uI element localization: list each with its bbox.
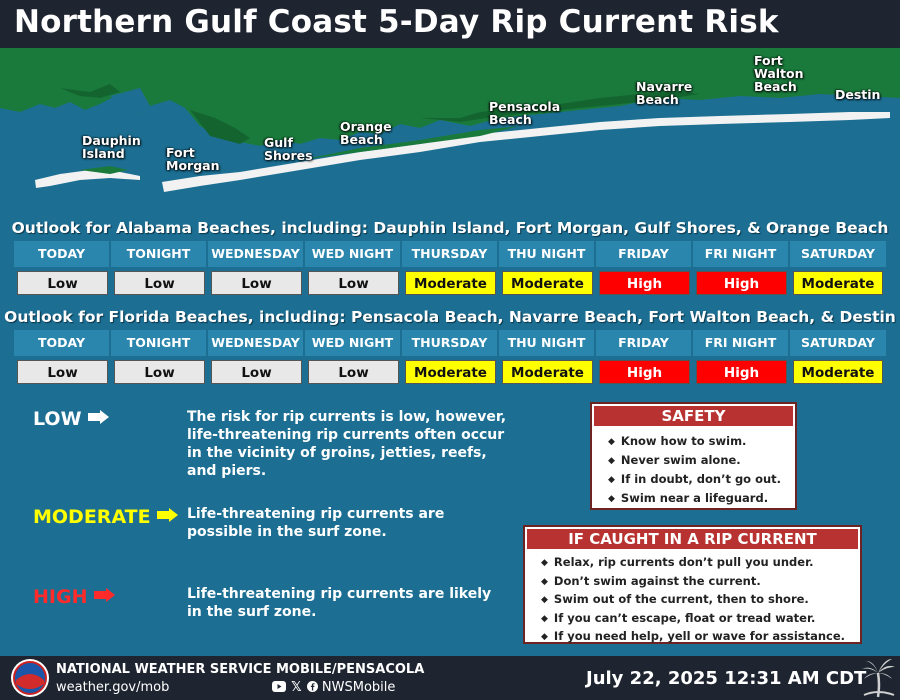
place-dauphin-line1: Dauphin	[82, 133, 141, 148]
place-pensacola-line1: Pensacola	[489, 99, 561, 114]
alabama-day-5	[499, 241, 596, 295]
day-label: FRIDAY	[596, 330, 693, 356]
legend-moderate-description: Life-threatening rip currents are possible in the surf zone.	[187, 506, 445, 540]
risk-value: Moderate	[793, 271, 883, 295]
day-label: WEDNESDAY	[208, 241, 305, 267]
risk-value: Low	[114, 271, 205, 295]
place-fwb-line2: Walton	[754, 66, 804, 81]
florida-day-2	[208, 330, 305, 384]
page-title: Northern Gulf Coast 5-Day Rip Current Risk	[14, 4, 779, 40]
florida-day-7	[693, 330, 790, 384]
list-item: ◆ Swim near a lifeguard.	[608, 489, 795, 508]
safety-box	[590, 402, 797, 510]
place-fwb-line1: Fort	[754, 53, 783, 68]
florida-day-6	[596, 330, 693, 384]
legend-moderate-text: MODERATE	[33, 506, 151, 528]
day-label: THU NIGHT	[499, 241, 596, 267]
risk-value: High	[599, 271, 690, 295]
day-label: THURSDAY	[402, 241, 499, 267]
place-orange-line2: Beach	[340, 132, 383, 147]
risk-value: Moderate	[405, 360, 496, 384]
risk-value: Low	[211, 271, 302, 295]
facebook-icon	[307, 681, 318, 692]
place-label-navarre-beach	[636, 80, 692, 106]
place-orange-line1: Orange	[340, 119, 392, 134]
youtube-icon	[272, 681, 286, 692]
place-pensacola-line2: Beach	[489, 112, 532, 127]
place-navarre-line1: Navarre	[636, 79, 693, 94]
title-bar	[0, 0, 900, 48]
alabama-day-3	[305, 241, 402, 295]
day-label: THU NIGHT	[499, 330, 596, 356]
day-label: SATURDAY	[790, 241, 886, 267]
alabama-day-1	[111, 241, 208, 295]
risk-value: Low	[114, 360, 205, 384]
day-label: FRI NIGHT	[693, 330, 790, 356]
place-fort-morgan-line1: Fort	[166, 145, 195, 160]
day-label: WEDNESDAY	[208, 330, 305, 356]
risk-value: Low	[17, 271, 108, 295]
place-label-dauphin-island	[82, 134, 141, 160]
risk-value: High	[599, 360, 690, 384]
florida-day-5	[499, 330, 596, 384]
place-label-gulf-shores	[264, 136, 313, 162]
place-label-fort-morgan	[166, 146, 219, 172]
place-navarre-line2: Beach	[636, 92, 679, 107]
rip-current-box	[523, 525, 862, 644]
place-destin-line1: Destin	[835, 87, 881, 102]
alabama-day-4	[402, 241, 499, 295]
nws-logo	[10, 658, 50, 698]
arrow-right-icon	[88, 410, 110, 424]
risk-value: Low	[211, 360, 302, 384]
safety-list	[592, 428, 795, 508]
legend-moderate-label	[33, 506, 179, 528]
florida-outlook-heading: Outlook for Florida Beaches, including: Pensacola Beach, Navarre Beach, Fort Walton Beach, & Destin	[4, 308, 896, 326]
alabama-outlook-grid	[14, 241, 886, 295]
day-label: TONIGHT	[111, 241, 208, 267]
florida-day-4	[402, 330, 499, 384]
alabama-day-8	[790, 241, 886, 295]
day-label: TONIGHT	[111, 330, 208, 356]
day-label: THURSDAY	[402, 330, 499, 356]
issued-date: July 22, 2025 12:31 AM CDT	[586, 668, 867, 689]
legend-high-label	[33, 586, 116, 608]
risk-value: Moderate	[502, 271, 593, 295]
coast-map	[0, 48, 900, 208]
list-item: ◆ Never swim alone.	[608, 451, 795, 470]
list-item: ◆ Relax, rip currents don’t pull you under.	[541, 554, 860, 573]
legend-high-description: Life-threatening rip currents are likely in the surf zone.	[187, 586, 492, 620]
footer-social[interactable]	[272, 680, 395, 695]
place-fwb-line3: Beach	[754, 79, 797, 94]
risk-value: Low	[308, 271, 399, 295]
place-dauphin-line2: Island	[82, 146, 125, 161]
arrow-right-icon	[94, 588, 116, 602]
place-label-fort-walton-beach	[754, 54, 804, 93]
day-label: WED NIGHT	[305, 241, 402, 267]
social-handle: NWSMobile	[321, 680, 396, 695]
list-item: ◆ Know how to swim.	[608, 432, 795, 451]
day-label: SATURDAY	[790, 330, 886, 356]
florida-day-1	[111, 330, 208, 384]
rip-current-title: IF CAUGHT IN A RIP CURRENT	[527, 529, 858, 549]
risk-value: Moderate	[502, 360, 593, 384]
list-item: ◆ If in doubt, don’t go out.	[608, 470, 795, 489]
alabama-day-2	[208, 241, 305, 295]
alabama-day-7	[693, 241, 790, 295]
palm-tree-icon	[862, 659, 896, 697]
alabama-day-6	[596, 241, 693, 295]
florida-day-0	[14, 330, 111, 384]
alabama-outlook-heading: Outlook for Alabama Beaches, including: Dauphin Island, Fort Morgan, Gulf Shores, & Orange Beach	[11, 219, 889, 237]
list-item: ◆ If you can’t escape, float or tread water.	[541, 610, 860, 629]
day-label: TODAY	[14, 241, 111, 267]
place-fort-morgan-line2: Morgan	[166, 158, 220, 173]
place-label-destin	[835, 88, 880, 101]
florida-day-3	[305, 330, 402, 384]
place-gulf-shores-line1: Gulf	[264, 135, 293, 150]
footer-org: NATIONAL WEATHER SERVICE MOBILE/PENSACOLA	[56, 662, 425, 677]
legend-low-description: The risk for rip currents is low, however, life-threatening rip currents often occur in the vicinity of groins, jetties, reefs, and piers.	[187, 409, 507, 479]
day-label: TODAY	[14, 330, 111, 356]
florida-day-8	[790, 330, 886, 384]
day-label: FRI NIGHT	[693, 241, 790, 267]
place-label-orange-beach	[340, 120, 392, 146]
day-label: FRIDAY	[596, 241, 693, 267]
rip-current-list	[525, 551, 860, 647]
list-item: ◆ Don’t swim against the current.	[541, 573, 860, 592]
risk-value: Low	[308, 360, 399, 384]
florida-outlook-grid	[14, 330, 886, 384]
legend-high-text: HIGH	[33, 586, 88, 608]
footer	[0, 656, 900, 700]
legend-low-label	[33, 408, 110, 430]
risk-value: High	[696, 271, 787, 295]
place-label-pensacola-beach	[489, 100, 560, 126]
alabama-day-0	[14, 241, 111, 295]
safety-title: SAFETY	[594, 406, 793, 426]
legend-low-text: LOW	[33, 408, 82, 430]
risk-value: Moderate	[405, 271, 496, 295]
risk-value: Low	[17, 360, 108, 384]
day-label: WED NIGHT	[305, 330, 402, 356]
list-item: ◆ If you need help, yell or wave for assistance.	[541, 628, 860, 647]
list-item: ◆ Swim out of the current, then to shore.	[541, 591, 860, 610]
risk-value: Moderate	[793, 360, 883, 384]
place-gulf-shores-line2: Shores	[264, 148, 313, 163]
arrow-right-icon	[157, 508, 179, 522]
footer-url[interactable]: weather.gov/mob	[56, 680, 170, 695]
x-icon: 𝕏	[291, 680, 302, 695]
risk-value: High	[696, 360, 787, 384]
